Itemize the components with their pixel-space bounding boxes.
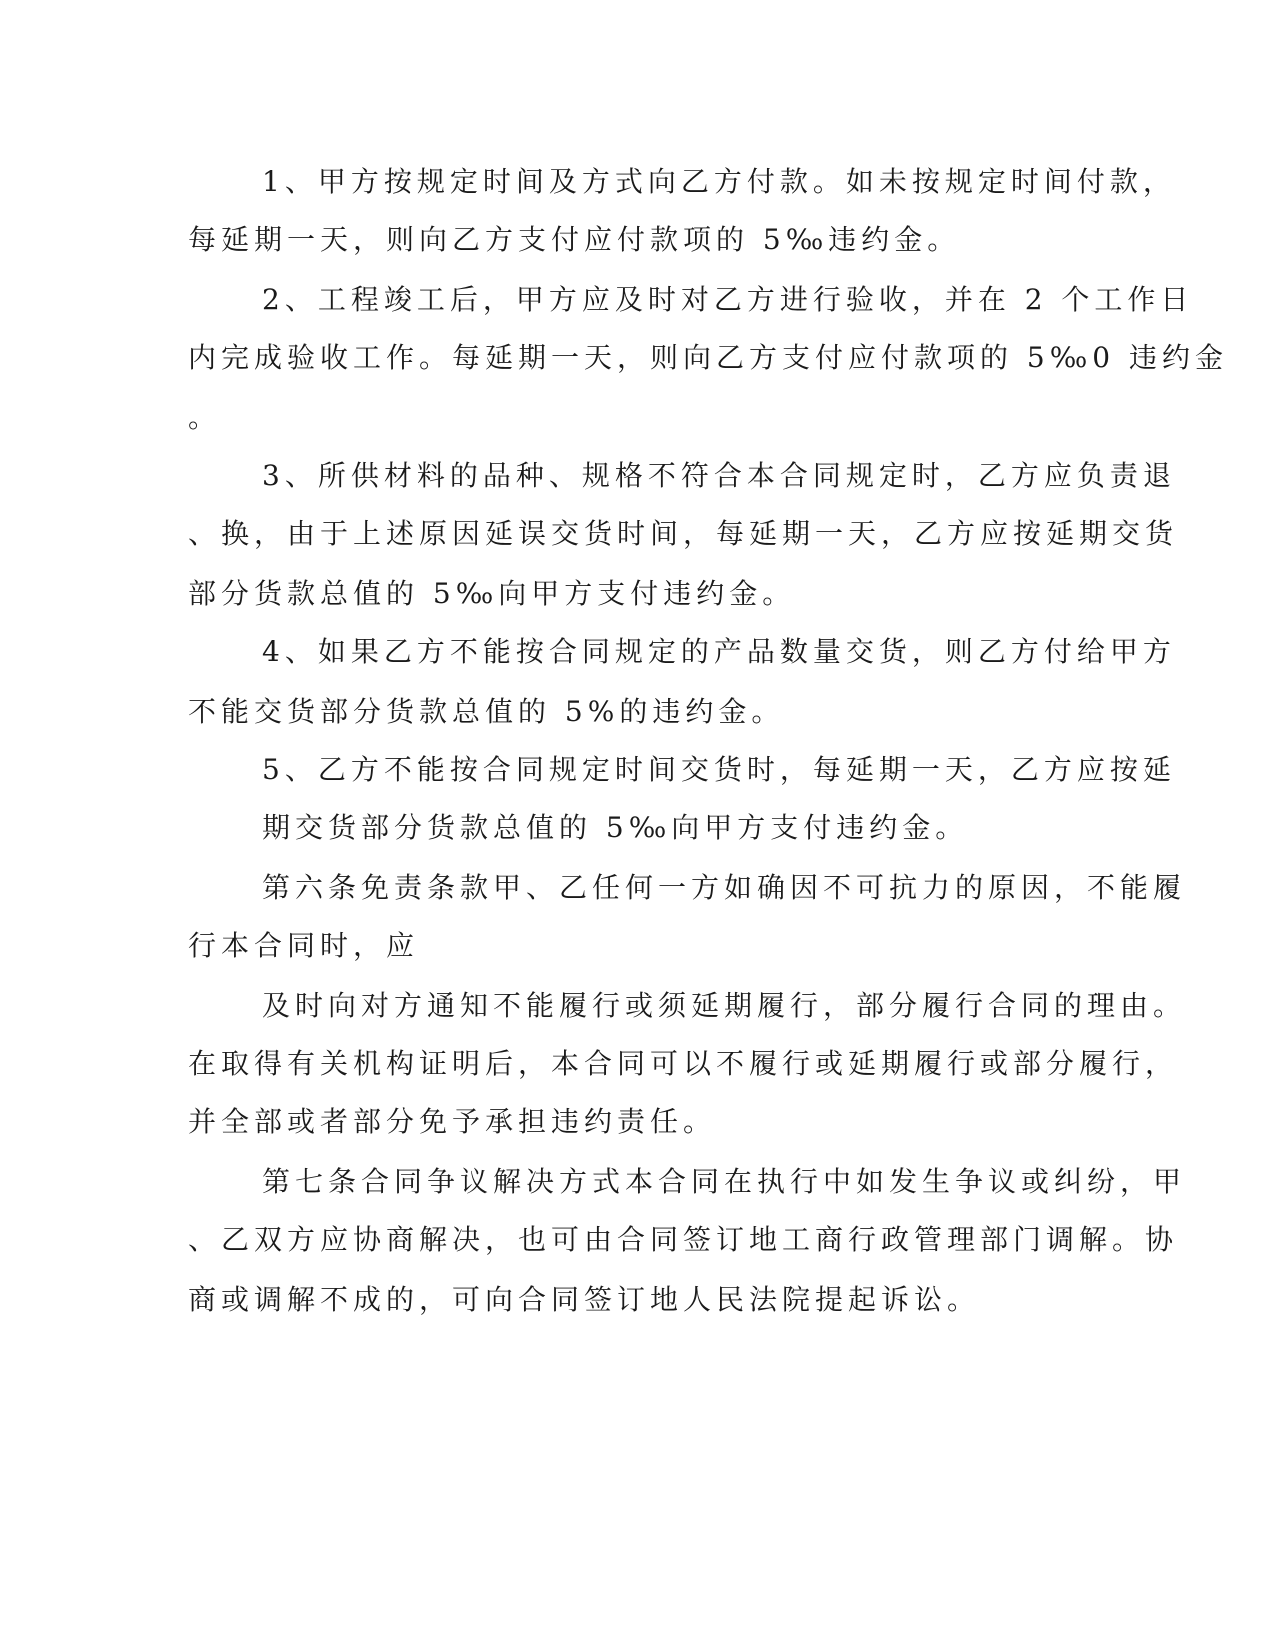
text-line: 、换，由于上述原因延误交货时间，每延期一天，乙方应按延期交货 [188, 517, 1179, 550]
text-line: 部分货款总值的 5‰向甲方支付违约金。 [188, 577, 796, 610]
text-line: 第六条免责条款甲、乙任何一方如确因不可抗力的原因，不能履 [262, 871, 1187, 904]
text-line: 商或调解不成的，可向合同签订地人民法院提起诉讼。 [188, 1283, 981, 1316]
text-line: 在取得有关机构证明后，本合同可以不履行或延期履行或部分履行， [188, 1047, 1179, 1080]
text-line: 3、所供材料的品种、规格不符合本合同规定时，乙方应负责退 [262, 459, 1176, 492]
text-line: 行本合同时，应 [188, 929, 420, 962]
text-line: 。 [188, 401, 222, 434]
text-line: 并全部或者部分免予承担违约责任。 [188, 1105, 717, 1138]
text-line: 4、如果乙方不能按合同规定的产品数量交货，则乙方付给甲方 [262, 635, 1176, 668]
text-line: 不能交货部分货款总值的 5%的违约金。 [188, 695, 785, 728]
text-line: 内完成验收工作。每延期一天，则向乙方支付应付款项的 5‰0 违约金 [188, 341, 1229, 374]
text-line: 期交货部分货款总值的 5‰向甲方支付违约金。 [262, 811, 969, 844]
text-line: 5、乙方不能按合同规定时间交货时，每延期一天，乙方应按延 [262, 753, 1176, 786]
text-line: 2、工程竣工后，甲方应及时对乙方进行验收，并在 2 个工作日 [262, 283, 1194, 316]
text-line: 1、甲方按规定时间及方式向乙方付款。如未按规定时间付款， [262, 165, 1176, 198]
text-line: 每延期一天，则向乙方支付应付款项的 5‰违约金。 [188, 223, 961, 256]
text-line: 、乙双方应协商解决，也可由合同签订地工商行政管理部门调解。协 [188, 1223, 1179, 1256]
text-line: 及时向对方通知不能履行或须延期履行，部分履行合同的理由。 [262, 989, 1187, 1022]
text-line: 第七条合同争议解决方式本合同在执行中如发生争议或纠纷，甲 [262, 1165, 1187, 1198]
